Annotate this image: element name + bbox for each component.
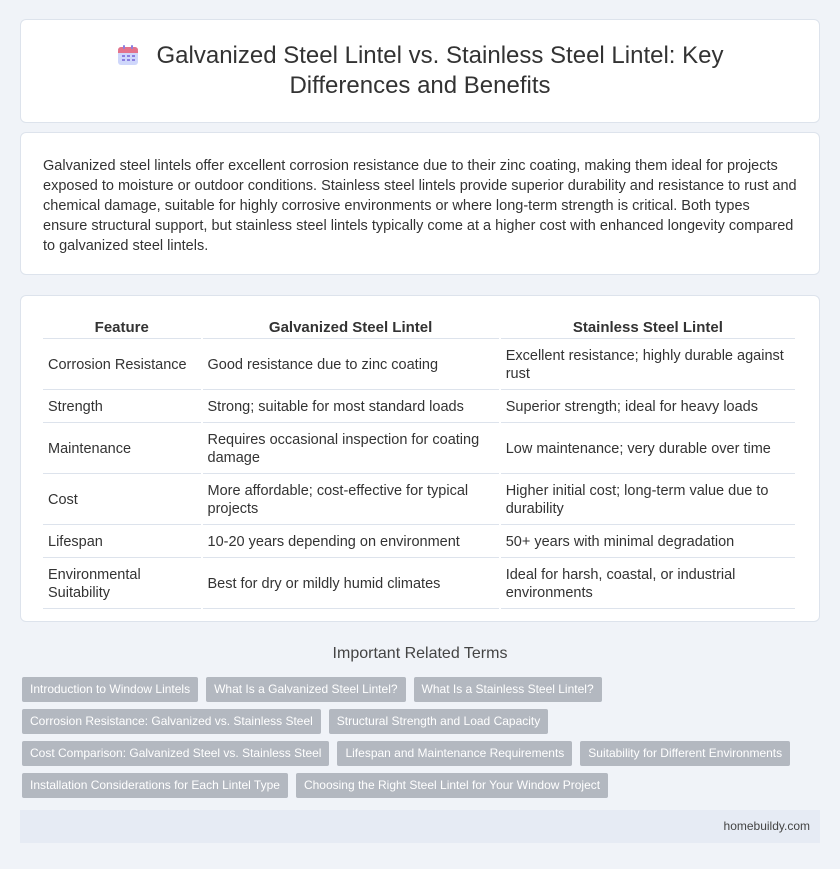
header-galvanized: Galvanized Steel Lintel: [203, 316, 499, 339]
feature-cell: Lifespan: [43, 527, 201, 558]
related-term-tag[interactable]: Installation Considerations for Each Lintel Type: [22, 773, 288, 798]
related-term-tag[interactable]: Cost Comparison: Galvanized Steel vs. Stainless Steel: [22, 741, 329, 766]
galvanized-cell: More affordable; cost-effective for typical projects: [203, 476, 499, 525]
table-row: [43, 392, 795, 423]
feature-cell: Environmental Suitability: [43, 560, 201, 609]
feature-cell: Strength: [43, 392, 201, 423]
page-title-text: Galvanized Steel Lintel vs. Stainless Steel Lintel: Key Differences and Benefits: [156, 42, 724, 99]
galvanized-cell: 10-20 years depending on environment: [203, 527, 499, 558]
footer: [20, 810, 820, 843]
feature-cell: Corrosion Resistance: [43, 341, 201, 390]
header-card: [20, 19, 820, 123]
related-term-tag[interactable]: What Is a Stainless Steel Lintel?: [414, 677, 602, 702]
footer-site-link[interactable]: homebuildy.com: [723, 819, 810, 833]
table-row: [43, 425, 795, 474]
feature-cell: Maintenance: [43, 425, 201, 474]
intro-paragraph: Galvanized steel lintels offer excellent corrosion resistance due to their zinc coating, making them ideal for projects exposed to moisture or outdoor conditions. Stainless steel lintels provide superior durability and resistance to rust and chemical damage, suitable for highly corrosive environments or where long-term strength is critical. Both types ensure structural support, but stainless steel lintels typically come at a higher cost with enhanced longevity compared to galvanized steel lintels.: [43, 158, 797, 254]
stainless-cell: Ideal for harsh, coastal, or industrial environments: [501, 560, 795, 609]
related-term-tag[interactable]: Corrosion Resistance: Galvanized vs. Stainless Steel: [22, 709, 321, 734]
intro-card: [20, 132, 820, 275]
related-terms-list: [22, 677, 818, 805]
galvanized-cell: Best for dry or mildly humid climates: [203, 560, 499, 609]
header: [61, 41, 779, 101]
table-header-row: [43, 316, 795, 339]
header-feature: Feature: [43, 316, 201, 339]
table-row: [43, 476, 795, 525]
stainless-cell: Superior strength; ideal for heavy loads: [501, 392, 795, 423]
related-term-tag[interactable]: Choosing the Right Steel Lintel for Your Window Project: [296, 773, 608, 798]
stainless-cell: Excellent resistance; highly durable against rust: [501, 341, 795, 390]
related-term-tag[interactable]: Introduction to Window Lintels: [22, 677, 198, 702]
stainless-cell: 50+ years with minimal degradation: [501, 527, 795, 558]
table-row: [43, 560, 795, 609]
header-stainless: Stainless Steel Lintel: [501, 316, 795, 339]
comparison-table-card: [20, 295, 820, 622]
related-term-tag[interactable]: Structural Strength and Load Capacity: [329, 709, 548, 734]
related-term-tag[interactable]: What Is a Galvanized Steel Lintel?: [206, 677, 405, 702]
stainless-cell: Low maintenance; very durable over time: [501, 425, 795, 474]
table-row: [43, 341, 795, 390]
table-row: [43, 527, 795, 558]
galvanized-cell: Strong; suitable for most standard loads: [203, 392, 499, 423]
related-term-tag[interactable]: Lifespan and Maintenance Requirements: [337, 741, 572, 766]
calendar-icon: [117, 44, 139, 66]
feature-cell: Cost: [43, 476, 201, 525]
related-terms-title: Important Related Terms: [332, 645, 508, 662]
comparison-table: [41, 314, 797, 611]
stainless-cell: Higher initial cost; long-term value due to durability: [501, 476, 795, 525]
galvanized-cell: Requires occasional inspection for coating damage: [203, 425, 499, 474]
page-title: [61, 41, 779, 101]
galvanized-cell: Good resistance due to zinc coating: [203, 341, 499, 390]
related-term-tag[interactable]: Suitability for Different Environments: [580, 741, 790, 766]
